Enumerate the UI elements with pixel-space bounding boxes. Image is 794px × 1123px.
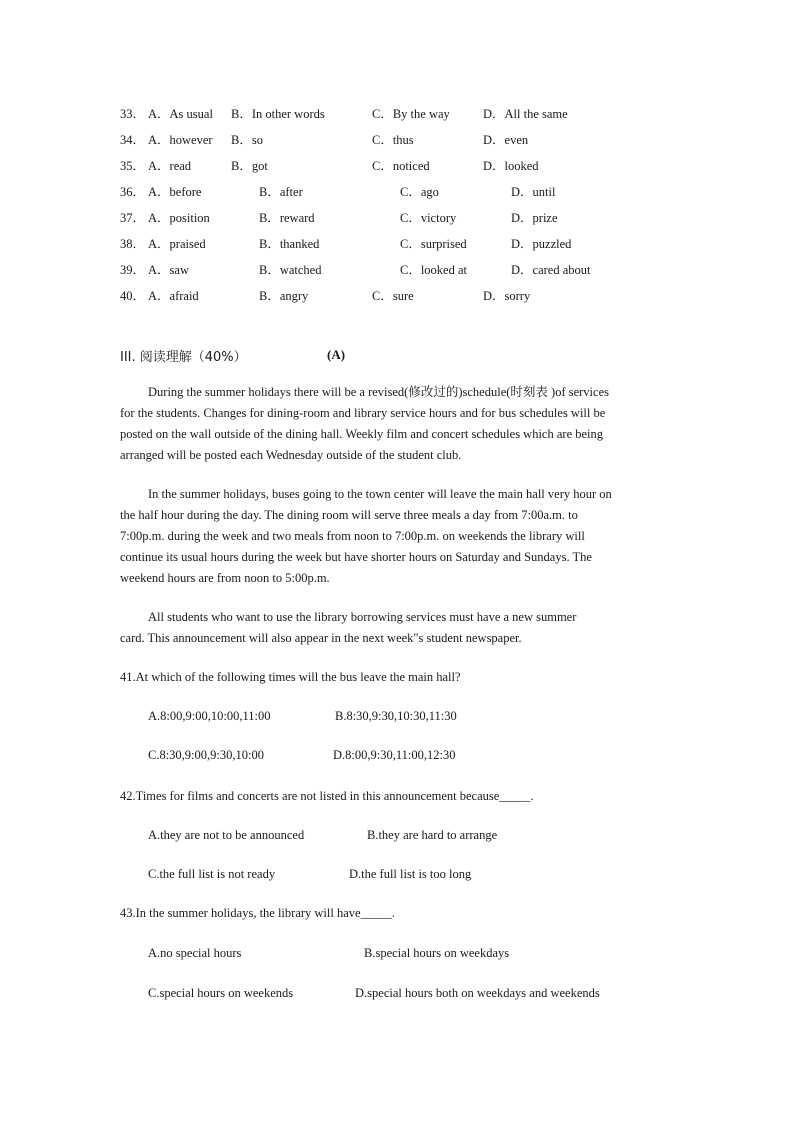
mc-row-40-option-a: A．afraid bbox=[148, 289, 199, 303]
question-41-stem: 41.At which of the following times will the bus leave the main hall? bbox=[120, 670, 461, 684]
section-tag: (A) bbox=[327, 347, 346, 362]
question-41-option-d: D.8:00,9:30,11:00,12:30 bbox=[333, 748, 456, 762]
mc-row-39-number: 39． bbox=[120, 263, 146, 277]
mc-row-36-option-d: D．until bbox=[511, 185, 556, 199]
mc-row-39-option-b: B．watched bbox=[259, 263, 322, 277]
mc-row-39-option-d: D．cared about bbox=[511, 263, 591, 277]
passage-paragraph-2 bbox=[120, 484, 680, 589]
passage-line: arranged will be posted each Wednesday outside of the student club. bbox=[120, 448, 462, 462]
mc-row-36-number: 36． bbox=[120, 185, 146, 199]
passage-line: During the summer holidays there will be a revised(修改过的)schedule(时刻表 )of services bbox=[148, 385, 609, 399]
passage-line: card. This announcement will also appear in the next week"s student newspaper. bbox=[120, 631, 522, 645]
mc-row-36-option-a: A．before bbox=[148, 185, 202, 199]
mc-row-34-option-a: A．however bbox=[148, 133, 213, 147]
passage-paragraph-1 bbox=[120, 382, 680, 466]
mc-row-37-option-d: D．prize bbox=[511, 211, 558, 225]
question-41-option-a: A.8:00,9:00,10:00,11:00 bbox=[148, 709, 271, 723]
mc-row-38-option-c: C．surprised bbox=[400, 237, 467, 251]
passage-paragraph-3 bbox=[120, 607, 680, 649]
mc-row-33-number: 33． bbox=[120, 107, 146, 121]
question-43-stem: 43.In the summer holidays, the library will have_____. bbox=[120, 906, 395, 920]
question-43-option-c: C.special hours on weekends bbox=[148, 986, 294, 1000]
mc-row-33-option-c: C．By the way bbox=[372, 107, 450, 121]
mc-row-37-option-c: C．victory bbox=[400, 211, 457, 225]
mc-row-34-number: 34． bbox=[120, 133, 146, 147]
mc-row-35-option-a: A．read bbox=[148, 159, 192, 173]
mc-row-38-number: 38． bbox=[120, 237, 146, 251]
mc-row-35-option-c: C．noticed bbox=[372, 159, 430, 173]
mc-row-39-option-a: A．saw bbox=[148, 263, 189, 277]
question-42-stem: 42.Times for films and concerts are not listed in this announcement because_____. bbox=[120, 789, 534, 803]
mc-row-35-number: 35． bbox=[120, 159, 146, 173]
passage-line: for the students. Changes for dining-room and library service hours and for bus schedules will be bbox=[120, 406, 606, 420]
mc-row-40-number: 40． bbox=[120, 289, 146, 303]
question-42-option-d: D.the full list is too long bbox=[349, 867, 472, 881]
mc-row-36-option-b: B．after bbox=[259, 185, 303, 199]
question-42-option-b: B.they are hard to arrange bbox=[367, 828, 498, 842]
section-title: III. 阅读理解（40%） bbox=[120, 350, 247, 365]
mc-row-36-option-c: C．ago bbox=[400, 185, 439, 199]
mc-row-38-option-d: D．puzzled bbox=[511, 237, 572, 251]
question-41-option-b: B.8:30,9:30,10:30,11:30 bbox=[335, 709, 457, 723]
mc-row-34-option-d: D．even bbox=[483, 133, 529, 147]
mc-row-34-option-b: B．so bbox=[231, 133, 263, 147]
mc-row-38-option-a: A．praised bbox=[148, 237, 206, 251]
mc-row-33-option-d: D．All the same bbox=[483, 107, 568, 121]
question-42-option-c: C.the full list is not ready bbox=[148, 867, 276, 881]
mc-row-34-option-c: C．thus bbox=[372, 133, 414, 147]
mc-row-39-option-c: C．looked at bbox=[400, 263, 468, 277]
mc-row-37-option-a: A．position bbox=[148, 211, 210, 225]
mc-row-40-option-b: B．angry bbox=[259, 289, 309, 303]
passage-line: All students who want to use the library borrowing services must have a new summer bbox=[148, 610, 577, 624]
mc-row-33-option-a: A．As usual bbox=[148, 107, 213, 121]
mc-row-37-number: 37． bbox=[120, 211, 146, 225]
mc-row-40-option-d: D．sorry bbox=[483, 289, 531, 303]
mc-row-33-option-b: B．In other words bbox=[231, 107, 325, 121]
passage-line: the half hour during the day. The dining room will serve three meals a day from 7:00a.m. to bbox=[120, 508, 578, 522]
passage-line: In the summer holidays, buses going to the town center will leave the main hall very hour on bbox=[148, 487, 612, 501]
mc-row-38-option-b: B．thanked bbox=[259, 237, 320, 251]
mc-row-35-option-b: B．got bbox=[231, 159, 268, 173]
question-43-option-a: A.no special hours bbox=[148, 946, 242, 960]
passage-line: continue its usual hours during the week but have shorter hours on Saturday and Sundays. The bbox=[120, 550, 592, 564]
question-43-option-d: D.special hours both on weekdays and weekends bbox=[355, 986, 600, 1000]
mc-row-35-option-d: D．looked bbox=[483, 159, 539, 173]
mc-row-40-option-c: C．sure bbox=[372, 289, 414, 303]
mc-row-37-option-b: B．reward bbox=[259, 211, 315, 225]
question-41-option-c: C.8:30,9:00,9:30,10:00 bbox=[148, 748, 264, 762]
passage-line: weekend hours are from noon to 5:00p.m. bbox=[120, 571, 330, 585]
question-43-option-b: B.special hours on weekdays bbox=[364, 946, 510, 960]
passage-line: 7:00p.m. during the week and two meals from noon to 7:00p.m. on weekends the library will bbox=[120, 529, 585, 543]
question-42-option-a: A.they are not to be announced bbox=[148, 828, 305, 842]
passage-line: posted on the wall outside of the dining hall. Weekly film and concert schedules which are being bbox=[120, 427, 604, 441]
